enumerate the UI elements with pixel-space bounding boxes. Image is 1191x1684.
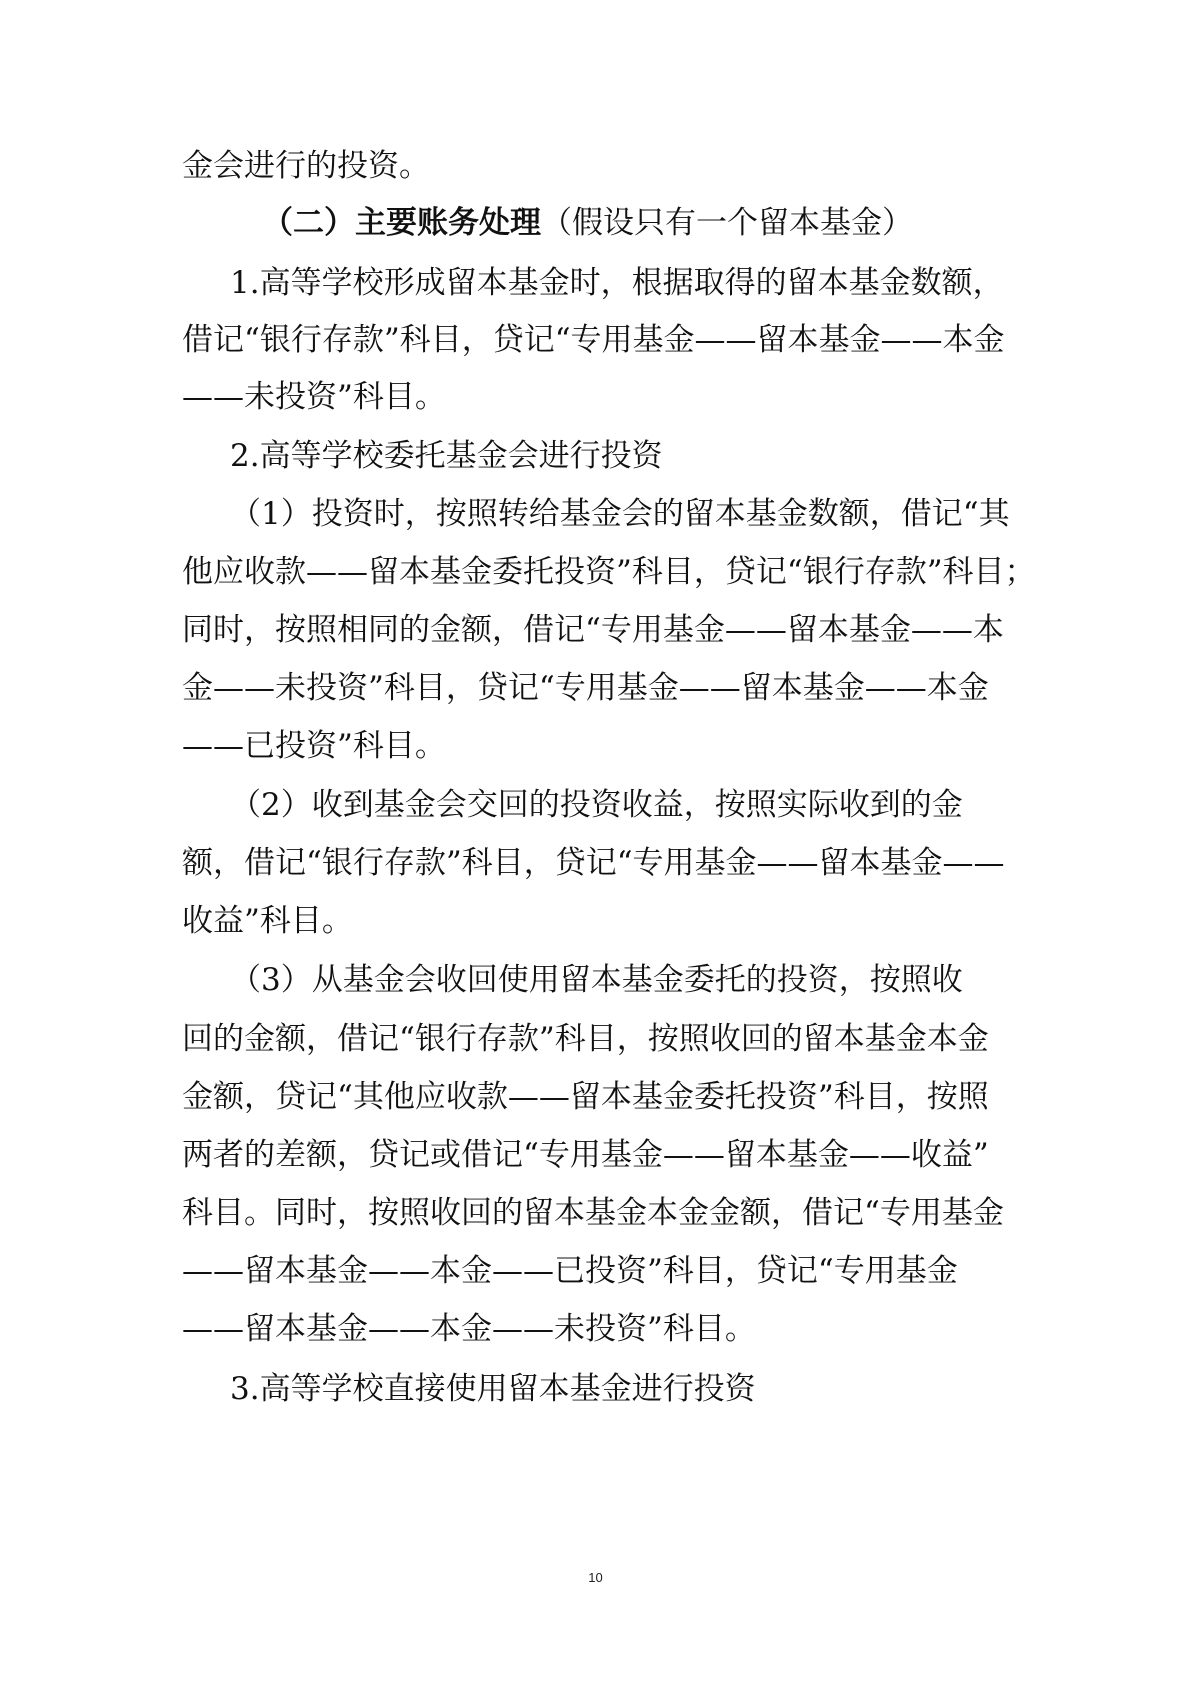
paragraph-line: 他应收款——留本基金委托投资”科目，贷记“银行存款”科目； <box>182 554 1036 590</box>
paragraph-line: （2）收到基金会交回的投资收益，按照实际收到的金 <box>230 787 963 823</box>
heading-bold-text: （二）主要账务处理 <box>262 205 541 241</box>
paragraph-line: 2.高等学校委托基金会进行投资 <box>230 438 663 474</box>
section-heading <box>262 203 1022 243</box>
paragraph-line: 金会进行的投资。 <box>182 148 430 184</box>
paragraph-line: 两者的差额，贷记或借记“专用基金——留本基金——收益” <box>182 1137 989 1173</box>
paragraph-line: （3）从基金会收回使用留本基金委托的投资，按照收 <box>230 962 963 998</box>
paragraph-line: 科目。同时，按照收回的留本基金本金金额，借记“专用基金 <box>182 1195 1004 1231</box>
paragraph-line: 3.高等学校直接使用留本基金进行投资 <box>230 1371 756 1407</box>
paragraph-line: 回的金额，借记“银行存款”科目，按照收回的留本基金本金 <box>182 1021 989 1057</box>
paragraph-line: ——已投资”科目。 <box>182 728 446 764</box>
paragraph-line: 额，借记“银行存款”科目，贷记“专用基金——留本基金—— <box>182 845 1005 881</box>
paragraph-line: （1）投资时，按照转给基金会的留本基金数额，借记“其 <box>230 496 1010 532</box>
heading-note-text: （假设只有一个留本基金） <box>541 205 913 241</box>
paragraph-line: 金额，贷记“其他应收款——留本基金委托投资”科目，按照 <box>182 1079 989 1115</box>
paragraph-line: 1.高等学校形成留本基金时，根据取得的留本基金数额， <box>230 265 1004 301</box>
paragraph-line: ——未投资”科目。 <box>182 379 446 415</box>
paragraph-line: ——留本基金——本金——未投资”科目。 <box>182 1311 756 1347</box>
paragraph-line: 收益”科目。 <box>182 903 353 939</box>
paragraph-line: 同时，按照相同的金额，借记“专用基金——留本基金——本 <box>182 612 1004 648</box>
paragraph-line: 金——未投资”科目，贷记“专用基金——留本基金——本金 <box>182 670 989 706</box>
paragraph-line: ——留本基金——本金——已投资”科目，贷记“专用基金 <box>182 1253 958 1289</box>
page-number: 10 <box>588 1570 603 1585</box>
paragraph-line: 借记“银行存款”科目，贷记“专用基金——留本基金——本金 <box>182 322 1005 358</box>
